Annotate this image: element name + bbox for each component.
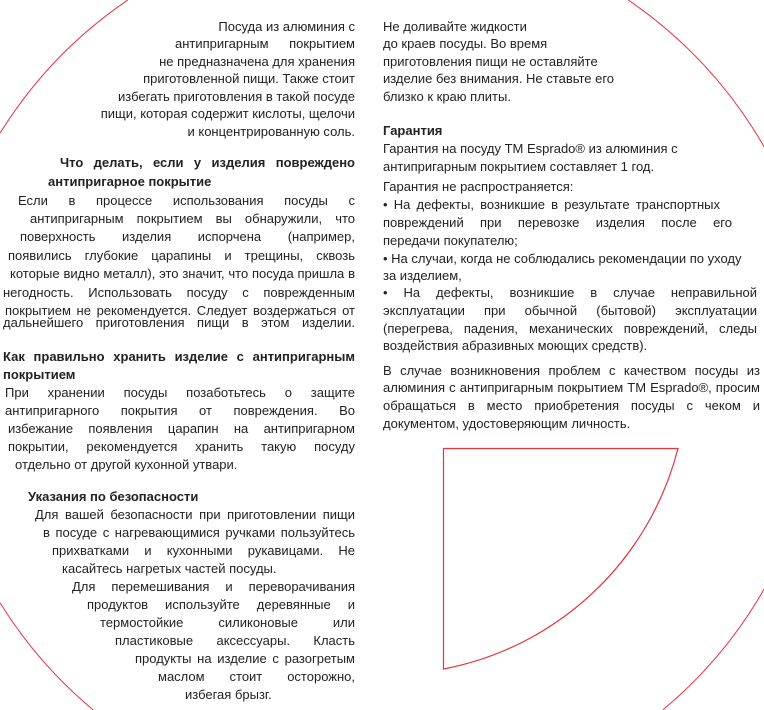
contact-text-line: алюминия с антипригарным покрытием ТМ Esprado®, просим [383,380,760,395]
warranty-heading-line: Гарантия [383,123,443,138]
safety-text-line: касайтесь нагретых частей посуды. [62,561,277,576]
safety-text-line: термостойкие силиконовые или [100,615,355,630]
large-circle-arc-bottom-right [663,589,764,710]
quarter-shape-outline [444,449,679,670]
safety-text-line: продуктов используйте деревянные и [87,597,355,612]
safety-text-line: прихватками и кухонными рукавицами. Не [52,543,355,558]
damage-text-line: Если в процессе использования посуды с [18,193,355,208]
store-text-line: покрытии, рекомендуется хранить такую посуду [8,439,355,454]
damage-text-line: поверхность изделия испорчена (например, [20,229,355,244]
damage-text-line: негодность. Использовать посуду с поврежденным [3,285,355,300]
contact-text-line: В случае возникновения проблем с качеством посуды из [383,363,760,378]
contact-text-line: документом, удостоверяющим личность. [383,416,631,431]
contact-text-line: обращаться в место приобретения посуды с чеком и [383,398,760,413]
warranty-text-line: воздействия абразивных моющих средств). [383,338,648,353]
storage-intro-line: не предназначена для хранения [159,54,355,69]
store-text-line: При хранении посуды позаботьтесь о защите [5,385,355,400]
warranty-text-line: передачи покупателю; [383,233,518,248]
warranty-text-line: Гарантия на посуду ТМ Esprado® из алюминия с [383,141,678,156]
store-text-line: отдельно от другой кухонной утвари. [15,457,238,472]
storage-intro-line: пищи, которая содержит кислоты, щелочи [100,106,355,121]
warranty-text-line: Гарантия не распространяется: [383,179,574,194]
safety-text-line: в посуде с нагревающимися ручками пользуйтесь [43,525,355,540]
damage-heading-line: антипригарное покрытие [48,174,212,189]
store-heading-line: покрытием [3,367,76,382]
warranty-text-line: • На дефекты, возникшие в результате транспортных [383,197,720,212]
large-circle-arc-bottom-left [0,603,93,710]
liquid-text-line: Не доливайте жидкости [383,19,527,34]
store-heading-line: Как правильно хранить изделие с антипригарным [3,349,355,364]
warranty-text-line: повреждений при перевозке изделия после его [383,215,732,230]
warranty-text-line: • На случаи, когда не соблюдались рекомендации по уходу [383,251,742,266]
safety-text-line: Для вашей безопасности при приготовлении пищи [35,507,355,522]
damage-text-line: дальнейшего приготовления пищи в этом изделии. [3,315,355,330]
safety-text-line: избегая брызг. [185,687,272,702]
storage-intro-line: приготовленной пищи. Также стоит [143,71,355,86]
storage-intro-line: Посуда из алюминия с [218,19,355,34]
liquid-text-line: изделие без внимания. Не ставьте его [383,71,615,86]
damage-text-line: которые видно металл), это значит, что посуда пришла в [10,266,355,281]
liquid-text-line: приготовления пищи не оставляйте [383,54,598,69]
storage-intro-line: избегать приготовления в такой посуде [118,89,355,104]
safety-text-line: маслом стоит осторожно, [158,669,355,684]
storage-intro-line: антипригарным покрытием [175,36,355,51]
liquid-text-line: близко к краю плиты. [383,89,511,104]
damage-text-line: появились глубокие царапины и трещины, сквозь [8,248,355,263]
store-text-line: избежание появления царапин на антипригарном [8,421,355,436]
warranty-text-line: • На дефекты, возникшие в случае неправильной [383,285,757,300]
warranty-text-line: эксплуатации при обычной (бытовой) эксплуатации [383,303,757,318]
safety-text-line: продукты на изделие с разогретым [135,651,355,666]
damage-heading-line: Что делать, если у изделия повреждено [60,155,355,170]
safety-heading-line: Указания по безопасности [28,489,199,504]
warranty-text-line: за изделием, [383,268,462,283]
store-text-line: антипригарного покрытия от повреждения. Во [5,403,355,418]
damage-text-line: антипригарным покрытием вы обнаружили, что [30,211,355,226]
warranty-text-line: антипригарным покрытием составляет 1 год. [383,159,655,174]
safety-text-line: пластиковые аксессуары. Класть [115,633,355,648]
warranty-text-line: (перегрева, падения, механических повреждений, следы [383,321,757,336]
large-circle-arc-top-right [628,0,764,147]
safety-text-line: Для перемешивания и переворачивания [72,579,355,594]
damage-text-line: покрытием не рекомендуется. Следует воздержаться от [5,303,355,318]
liquid-text-line: до краев посуды. Во время [383,36,548,51]
storage-intro-line: и концентрированную соль. [187,124,355,139]
